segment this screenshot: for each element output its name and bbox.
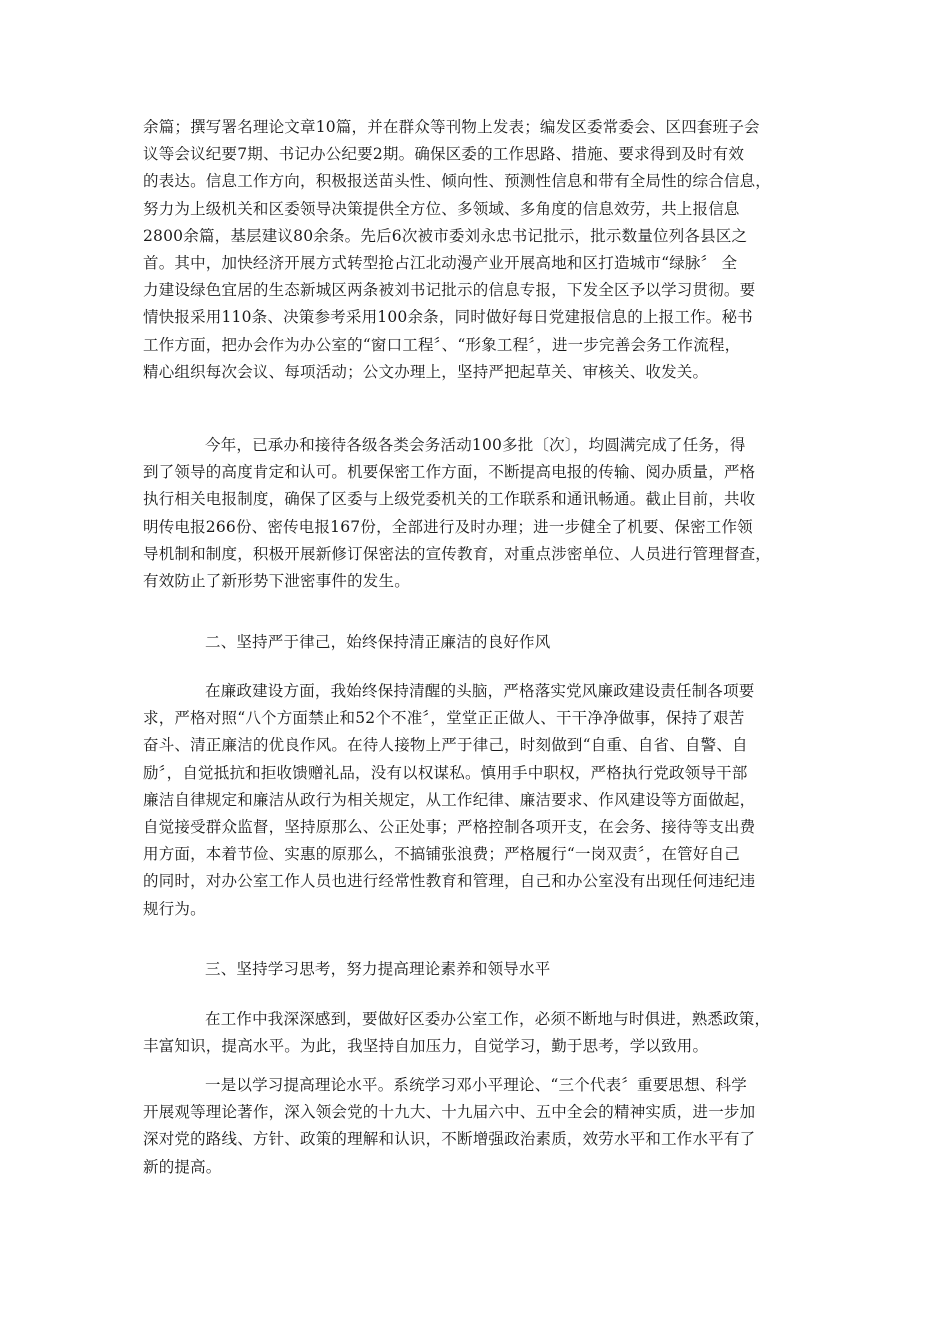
text-line: 工作方面，把办会作为办公室的“窗口工程〞、“形象工程〞，进一步完善会务工作流程， [143, 335, 741, 354]
text-line: 励〞，自觉抵抗和拒收馈赠礼品，没有以权谋私。慎用手中职权，严格执行党政领导干部 [143, 763, 748, 782]
text-line: 情快报采用110条、决策参考采用100余条，同时做好每日党建报信息的上报工作。秘书 [143, 308, 753, 327]
text-line: 规行为。 [143, 899, 206, 918]
text-line: 的同时，对办公室工作人员也进行经常性教育和管理，自己和办公室没有出现任何违纪违 [143, 872, 756, 891]
text-line: 今年，已承办和接待各级各类会务活动100多批〔次〕，均圆满完成了任务，得 [205, 436, 746, 454]
text-line: 明传电报266份、密传电报167份，全部进行及时办理；进一步健全了机要、保密工作领 [143, 517, 753, 536]
text-line: 努力为上级机关和区委领导决策提供全方位、多领域、多角度的信息效劳，共上报信息 [143, 199, 740, 218]
text-line: 用方面，本着节俭、实惠的原那么，不搞铺张浪费；严格履行“一岗双责〞，在管好自己 [143, 845, 740, 864]
paragraph-learning-intro [143, 1006, 813, 1060]
text-line: 到了领导的高度肯定和认可。机要保密工作方面，不断提高电报的传输、阅办质量，严格 [143, 463, 756, 482]
paragraph-theory-study [143, 1072, 813, 1181]
text-line: 议等会议纪要7期、书记办公纪要2期。确保区委的工作思路、措施、要求得到及时有效 [143, 145, 745, 164]
section-heading-2 [143, 629, 813, 656]
text-line: 精心组织每次会议、每项活动；公文办理上，坚持严把起草关、审核关、收发关。 [143, 362, 709, 381]
text-line: 导机制和制度，积极开展新修订保密法的宣传教育，对重点涉密单位、人员进行管理督查， [143, 544, 772, 563]
text-line: 力建设绿色宜居的生态新城区两条被刘书记批示的信息专报，下发全区予以学习贯彻。要 [143, 281, 756, 300]
text-line: 新的提高。 [143, 1157, 222, 1176]
text-line: 一是以学习提高理论水平。系统学习邓小平理论、“三个代表〞重要思想、科学 [205, 1076, 747, 1094]
text-line: 执行相关电报制度，确保了区委与上级党委机关的工作联系和通讯畅通。截止目前，共收 [143, 490, 756, 509]
text-line: 有效防止了新形势下泄密事件的发生。 [143, 572, 410, 591]
paragraph-meetings-confidentiality [143, 432, 813, 595]
text-line: 2800余篇，基层建议80余条。先后6次被市委刘永忠书记批示，批示数量位列各县区之 [143, 226, 748, 245]
text-line: 廉洁自律规定和廉洁从政行为相关规定，从工作纪律、廉洁要求、作风建设等方面做起， [143, 790, 756, 809]
text-line: 在工作中我深深感到，要做好区委办公室工作，必须不断地与时俱进，熟悉政策， [205, 1010, 771, 1028]
text-line: 首。其中，加快经济开展方式转型抢占江北动漫产业开展高地和区打造城市“绿脉〞 全 [143, 254, 738, 273]
text-line: 深对党的路线、方针、政策的理解和认识，不断增强政治素质，效劳水平和工作水平有了 [143, 1130, 756, 1149]
text-line: 的表达。信息工作方向，积极报送苗头性、倾向性、预测性信息和带有全局性的综合信息， [143, 172, 772, 191]
paragraph-integrity [143, 678, 813, 923]
text-line: 余篇；撰写署名理论文章10篇，并在群众等刊物上发表；编发区委常委会、区四套班子会 [143, 118, 760, 136]
heading-text: 二、坚持严于律己，始终保持清正廉洁的良好作风 [205, 633, 551, 651]
section-heading-3 [143, 956, 813, 983]
heading-text: 三、坚持学习思考，努力提高理论素养和领导水平 [205, 960, 551, 978]
text-line: 丰富知识，提高水平。为此，我坚持自加压力，自觉学习，勤于思考，学以致用。 [143, 1037, 709, 1056]
text-line: 奋斗、清正廉洁的优良作风。在待人接物上严于律己，时刻做到“自重、自省、自警、自 [143, 736, 748, 755]
text-line: 在廉政建设方面，我始终保持清醒的头脑，严格落实党风廉政建设责任制各项要 [205, 682, 755, 700]
text-line: 开展观等理论著作，深入领会党的十九大、十九届六中、五中全会的精神实质，进一步加 [143, 1103, 756, 1122]
text-line: 自觉接受群众监督，坚持原那么、公正处事；严格控制各项开支，在会务、接待等支出费 [143, 818, 756, 837]
text-line: 求，严格对照“八个方面禁止和52个不准〞，堂堂正正做人、干干净净做事，保持了艰苦 [143, 709, 745, 728]
paragraph-continuation [143, 114, 813, 386]
